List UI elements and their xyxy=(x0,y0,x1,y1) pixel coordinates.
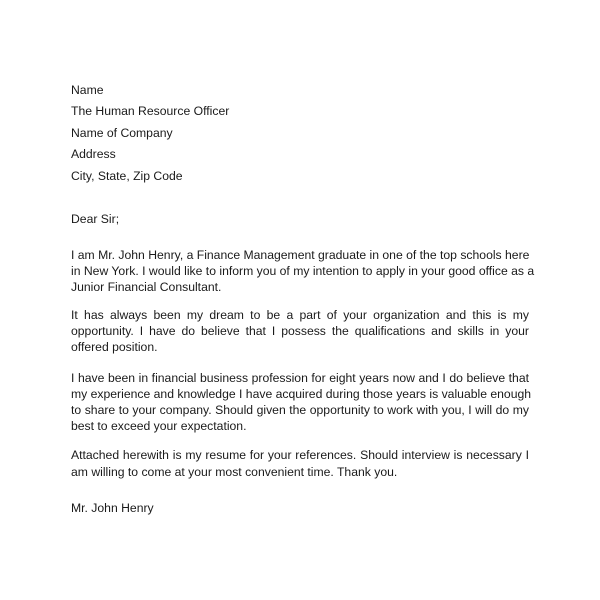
paragraph-2-line-2: opportunity. I have do believe that I possess the qualifications and skills in your xyxy=(71,324,529,338)
signature: Mr. John Henry xyxy=(71,501,154,515)
recipient-address: Address xyxy=(71,147,116,161)
salutation: Dear Sir; xyxy=(71,212,120,226)
paragraph-2-line-3: offered position. xyxy=(71,340,158,354)
paragraph-4-line-2: am willing to come at your most convenient time. Thank you. xyxy=(71,465,398,479)
paragraph-3-line-1: I have been in financial business profession for eight years now and I do believe that xyxy=(71,371,529,385)
recipient-officer: The Human Resource Officer xyxy=(71,104,230,118)
paragraph-3-line-3: to share to your company. Should given the opportunity to work with you, I will do my xyxy=(71,403,529,417)
recipient-city-state-zip: City, State, Zip Code xyxy=(71,169,183,183)
paragraph-1-line-1: I am Mr. John Henry, a Finance Management graduate in one of the top schools here xyxy=(71,248,530,262)
paragraph-3-line-2: my experience and knowledge I have acquired during those years is valuable enough xyxy=(71,387,532,401)
paragraph-2-line-1: It has always been my dream to be a part of your organization and this is my xyxy=(71,308,529,322)
paragraph-1-line-3: Junior Financial Consultant. xyxy=(71,280,222,294)
paragraph-4-line-1: Attached herewith is my resume for your references. Should interview is necessary I xyxy=(71,448,529,462)
paragraph-1-line-2: in New York. I would like to inform you of my intention to apply in your good office as a xyxy=(71,264,535,278)
recipient-name: Name xyxy=(71,83,104,97)
recipient-company: Name of Company xyxy=(71,126,173,140)
paragraph-3-line-4: best to exceed your expectation. xyxy=(71,419,247,433)
